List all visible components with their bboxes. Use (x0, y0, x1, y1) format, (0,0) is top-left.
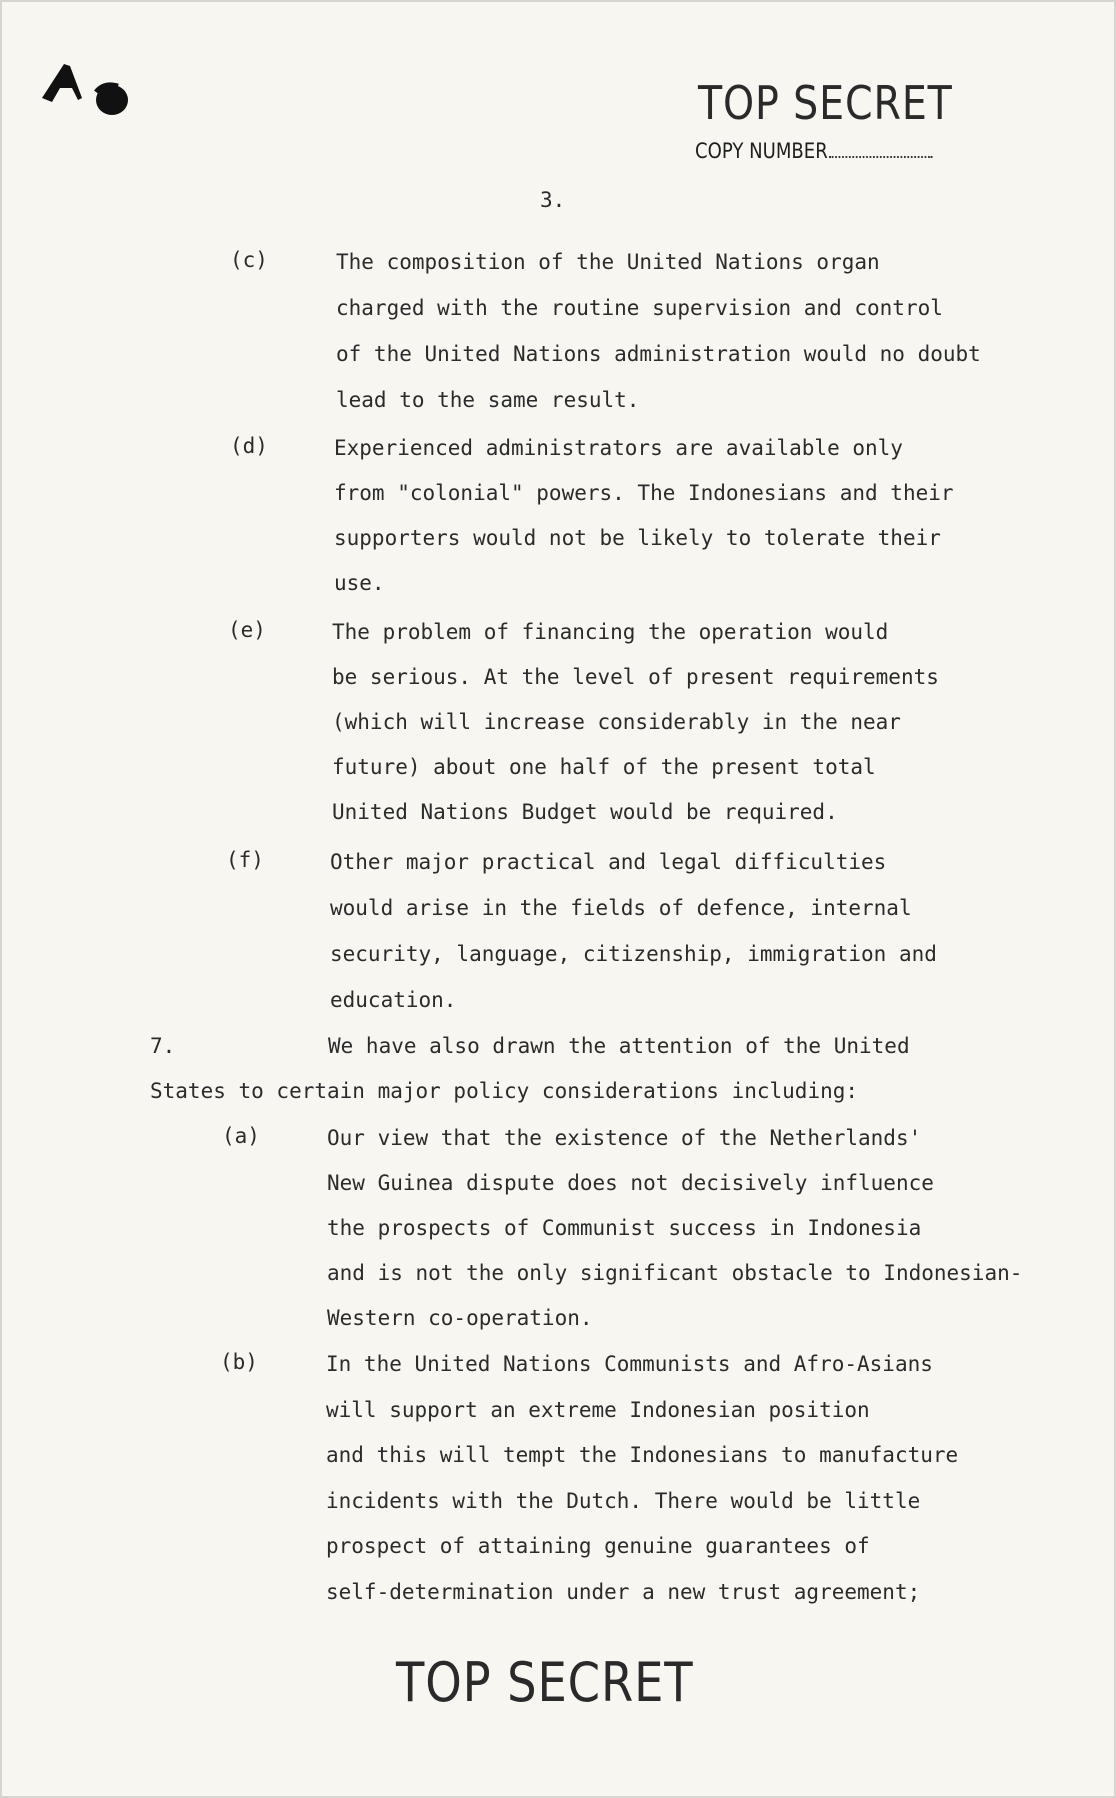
text-line: education. (330, 988, 457, 1012)
list-item-text (326, 1350, 958, 1623)
text-line: The composition of the United Nations organ (336, 250, 880, 274)
list-item-label: (c) (230, 248, 268, 272)
list-item-text (330, 848, 937, 1032)
text-line: Other major practical and legal difficulties (330, 850, 887, 874)
list-item-label: (b) (220, 1350, 258, 1374)
text-line: United Nations Budget would be required. (332, 800, 838, 824)
copy-number-label: COPY NUMBER (695, 139, 828, 163)
text-line: lead to the same result. (336, 388, 640, 412)
text-line: future) about one half of the present total (332, 755, 876, 779)
list-item-label: (e) (228, 618, 266, 642)
text-line: will support an extreme Indonesian position (326, 1397, 870, 1422)
text-line: charged with the routine supervision and control (336, 296, 943, 320)
list-item-label: (d) (230, 434, 268, 458)
text-line: from "colonial" powers. The Indonesians and their (334, 481, 954, 505)
text-line: use. (334, 571, 385, 595)
list-item-text (327, 1124, 1022, 1349)
text-line: Our view that the existence of the Netherlands' (327, 1126, 922, 1150)
text-line: The problem of financing the operation would (332, 620, 889, 644)
classification-stamp-bottom: TOP SECRET (396, 1651, 694, 1714)
text-line: self-determination under a new trust agreement; (326, 1579, 921, 1604)
text-line: Western co-operation. (327, 1306, 593, 1330)
list-item-text (334, 434, 954, 614)
page-number: 3. (540, 188, 566, 212)
text-line: prospect of attaining genuine guarantees of (326, 1534, 870, 1558)
text-line: incidents with the Dutch. There would be little (326, 1488, 921, 1513)
classification-stamp-top: TOP SECRET (698, 76, 953, 130)
text-line: would arise in the fields of defence, internal (330, 896, 912, 920)
list-item-label: (f) (226, 848, 264, 872)
list-item-text (332, 618, 939, 843)
text-line: We have also drawn the attention of the United (328, 1034, 910, 1058)
text-line: New Guinea dispute does not decisively influence (327, 1171, 934, 1195)
text-line: and this will tempt the Indonesians to manufacture (326, 1443, 959, 1467)
copy-number-blank (829, 138, 932, 158)
text-line: supporters would not be likely to tolerate their (334, 526, 941, 550)
text-line: security, language, citizenship, immigration and (330, 942, 937, 966)
text-line: States to certain major policy considerations including: (150, 1079, 859, 1103)
text-line: Experienced administrators are available only (334, 436, 903, 460)
list-item-text (336, 248, 981, 432)
text-line: and is not the only significant obstacle to Indonesian- (327, 1261, 1023, 1285)
text-line: the prospects of Communist success in Indonesia (327, 1216, 922, 1240)
text-line: (which will increase considerably in the near (332, 710, 901, 734)
handwritten-mark-icon (38, 58, 134, 120)
text-line: of the United Nations administration would no doubt (336, 342, 981, 366)
list-item-label: (a) (222, 1124, 260, 1148)
text-line: In the United Nations Communists and Afro-Asians (326, 1352, 933, 1376)
text-line: be serious. At the level of present requirements (332, 665, 939, 689)
paragraph-number: 7. (150, 1034, 176, 1058)
copy-number-field (695, 138, 933, 163)
